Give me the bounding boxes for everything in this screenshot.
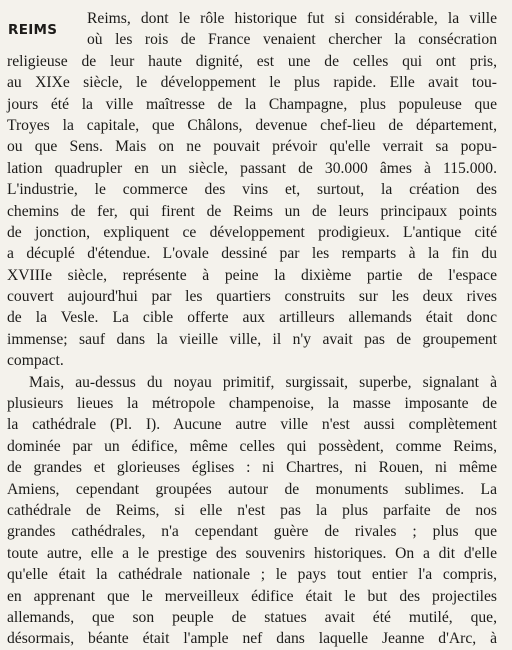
text-line: plusieurs lieues la métropole champenoise, la masse imposante de <box>7 395 497 413</box>
marginal-heading: REIMS <box>8 22 58 38</box>
text-line: compact. <box>7 352 64 370</box>
text-line: couvert aujourd'hui par les quartiers construits sur les deux rives <box>7 288 497 306</box>
text-line: L'industrie, le commerce des vins et, surtout, la création des <box>7 181 497 199</box>
text-line: Mais, au-dessus du noyau primitif, surgissait, superbe, signalant à <box>29 373 497 391</box>
text-line: Reims, dont le rôle historique fut si considérable, la ville <box>87 10 497 27</box>
text-line: en apprenant que le merveilleux édifice était le but des projectiles <box>7 587 497 605</box>
text-line: jours été la ville maîtresse de la Champagne, plus populeuse que <box>7 95 497 113</box>
text-line: ou que Sens. Mais on ne pouvait prévoir qu'elle verrait sa popu- <box>7 138 497 156</box>
text-line: au XIXe siècle, le développement le plus rapide. Elle avait tou- <box>7 74 497 92</box>
text-line: a décuplé d'étendue. L'ovale dessiné par les remparts à la fin du <box>7 245 497 263</box>
text-line: lation quadrupler en un siècle, passant de 30.000 âmes à 115.000. <box>7 159 497 177</box>
text-line: de grandes et glorieuses églises : ni Chartres, ni Rouen, ni même <box>7 459 497 477</box>
text-line: toute autre, elle a le prestige des souvenirs historiques. On a dit d'elle <box>7 544 497 562</box>
text-line: la cathédrale (Pl. I). Aucune autre ville n'est aussi complètement <box>7 416 497 434</box>
text-line: où les rois de France venaient chercher la consécration <box>87 31 497 49</box>
text-line: allemands, que son peuple de statues avait été mutilé, que, <box>7 608 497 626</box>
text-line: chemins de fer, qui firent de Reims un de leurs principaux points <box>7 202 497 220</box>
text-line: cathédrale de Reims, si elle n'est pas la plus parfaite de nos <box>7 501 497 519</box>
text-line: dominée par un édifice, même celles qui possèdent, comme Reims, <box>7 437 497 455</box>
paragraph-1 <box>7 8 497 372</box>
text-line: Troyes la capitale, que Châlons, devenue chef-lieu de département, <box>7 116 497 134</box>
text-line: désormais, béante était l'ample nef dans laquelle Jeanne d'Arc, à <box>7 630 497 648</box>
text-line: grandes cathédrales, n'a cependant guère de rivales ; plus que <box>7 523 497 541</box>
text-line: Amiens, cependant groupées autour de monuments sublimes. La <box>7 480 497 498</box>
text-line: de la Vesle. La cible offerte aux artilleurs allemands était donc <box>7 309 497 327</box>
text-line: religieuse de leur haute dignité, est une de celles qui ont pris, <box>7 52 497 70</box>
text-line: de jonction, expliquent ce développement prodigieux. L'antique cité <box>7 223 497 241</box>
text-line: immense; sauf dans la vieille ville, il n'y avait pas de groupement <box>7 330 497 348</box>
text-line: qu'elle était la cathédrale nationale ; le pays tout entier l'a compris, <box>7 566 497 584</box>
paragraph-2 <box>7 372 497 650</box>
text-line: XVIIIe siècle, représente à peine la dixième partie de l'espace <box>7 266 497 284</box>
text-column <box>7 8 497 650</box>
